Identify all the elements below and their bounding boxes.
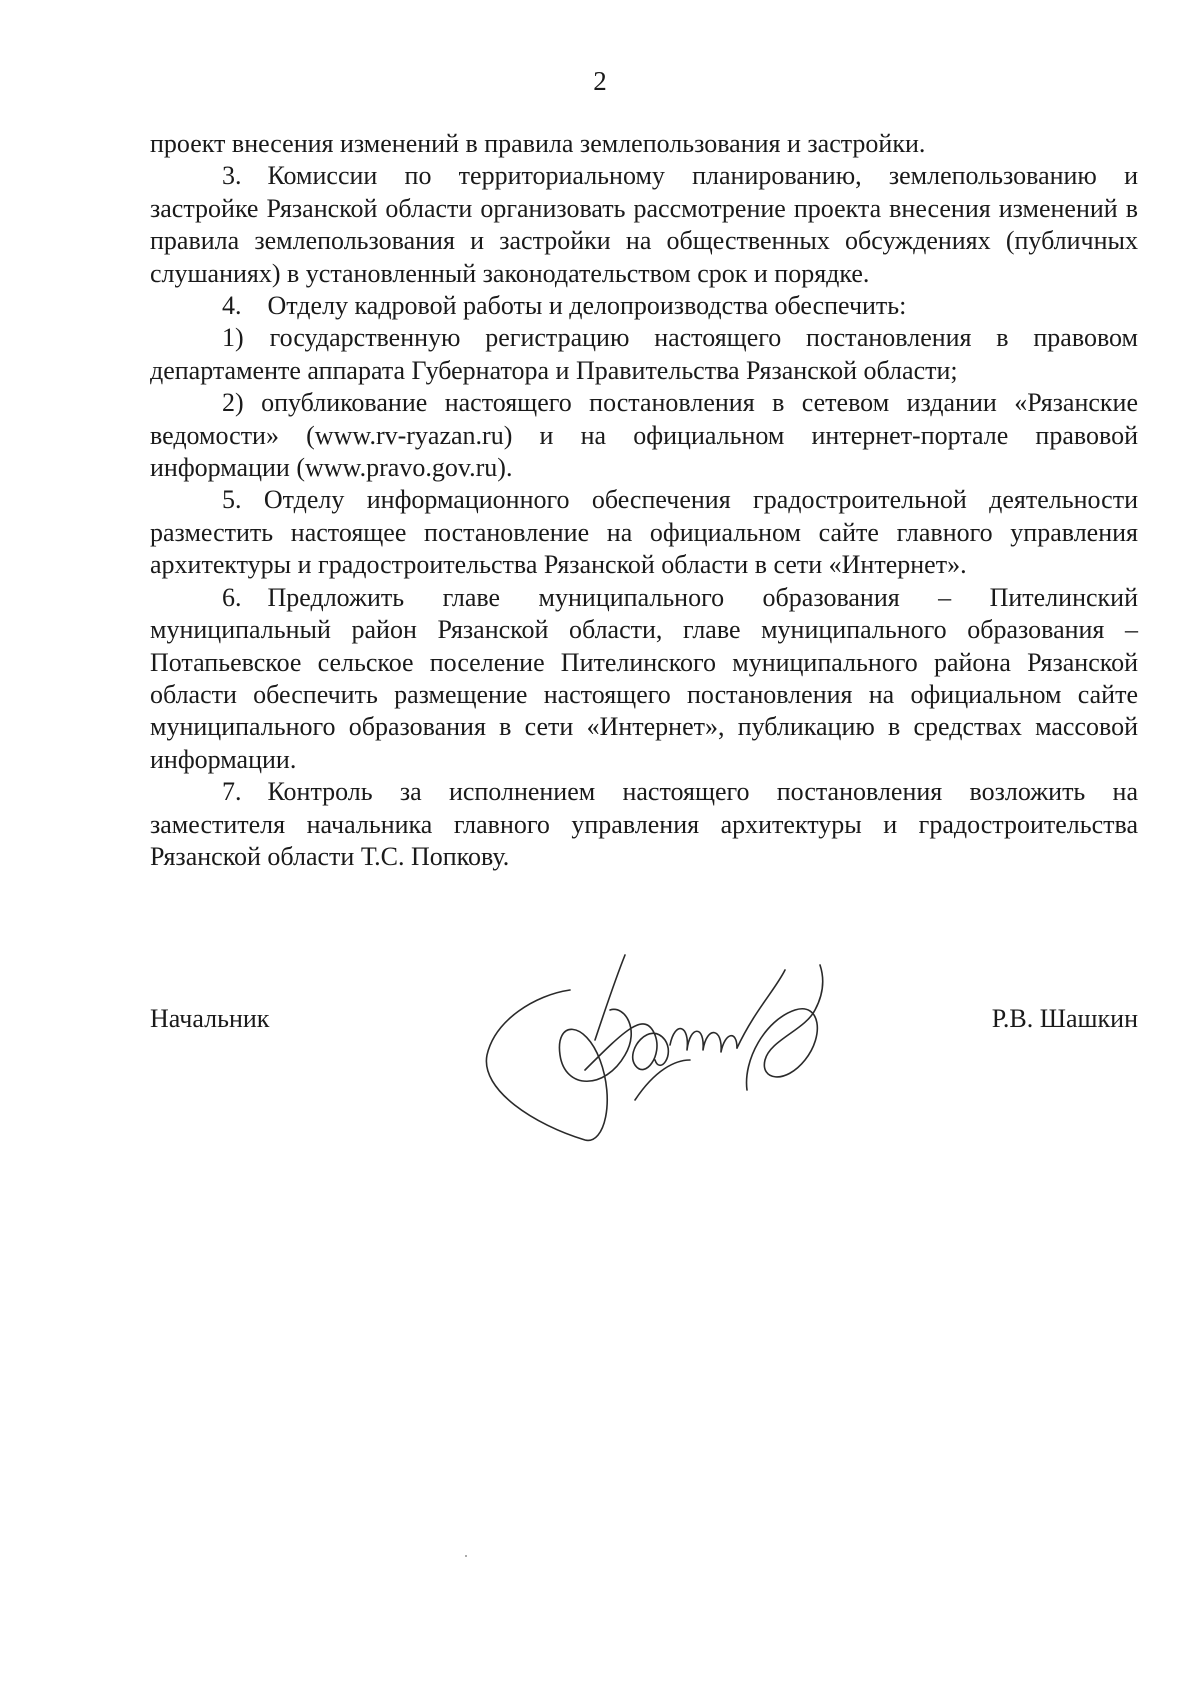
paragraph-item-4-1: 1) государственную регистрацию настоящего постановления в правовом департаменте аппарата Губернатора и Правительства Рязанской области; [150,323,1138,385]
paragraph-item-4: 4. Отделу кадровой работы и делопроизводства обеспечить: [222,291,907,321]
paragraph-item-3: 3. Комиссии по территориальному планированию, землепользованию и застройке Рязанской области организовать рассмотрение проекта внесения изменений в правила землепользования и застройки на общественных обсуждениях (публичных слушаниях) в установленный законодательством срок и порядке. [150,161,1138,288]
signatory-title: Начальник [150,1004,270,1033]
signatory-name: Р.В. Шашкин [991,1004,1138,1033]
page-number: 2 [593,66,607,96]
paragraph-item-5: 5. Отделу информационного обеспечения градостроительной деятельности разместить настоящее постановление на официальном сайте главного управления архитектуры и градостроительства Рязанской области в сети «Интернет». [150,485,1138,580]
paragraph-continuation: проект внесения изменений в правила землепользования и застройки. [150,129,926,158]
handwritten-signature-icon [475,950,915,1150]
paragraph-item-4-2: 2) опубликование настоящего постановления в сетевом издании «Рязанские ведомости» (www.rv-ryazan.ru) и на официальном интернет-портале правовой информации (www.pravo.gov.ru). [150,388,1138,483]
scan-speck [465,1555,467,1557]
paragraph-item-7: 7. Контроль за исполнением настоящего постановления возложить на заместителя начальника главного управления архитектуры и градостроительства Рязанской области Т.С. Попкову. [150,777,1138,871]
document-body [150,128,1138,873]
paragraph-item-6: 6. Предложить главе муниципального образования – Пителинский муниципальный район Рязанской области, главе муниципального образования – Потапьевское сельское поселение Пителинского муниципального района Рязанской области обеспечить размещение настоящего постановления на официальном сайте муниципального образования в сети «Интернет», публикацию в средствах массовой информации. [150,582,1138,774]
